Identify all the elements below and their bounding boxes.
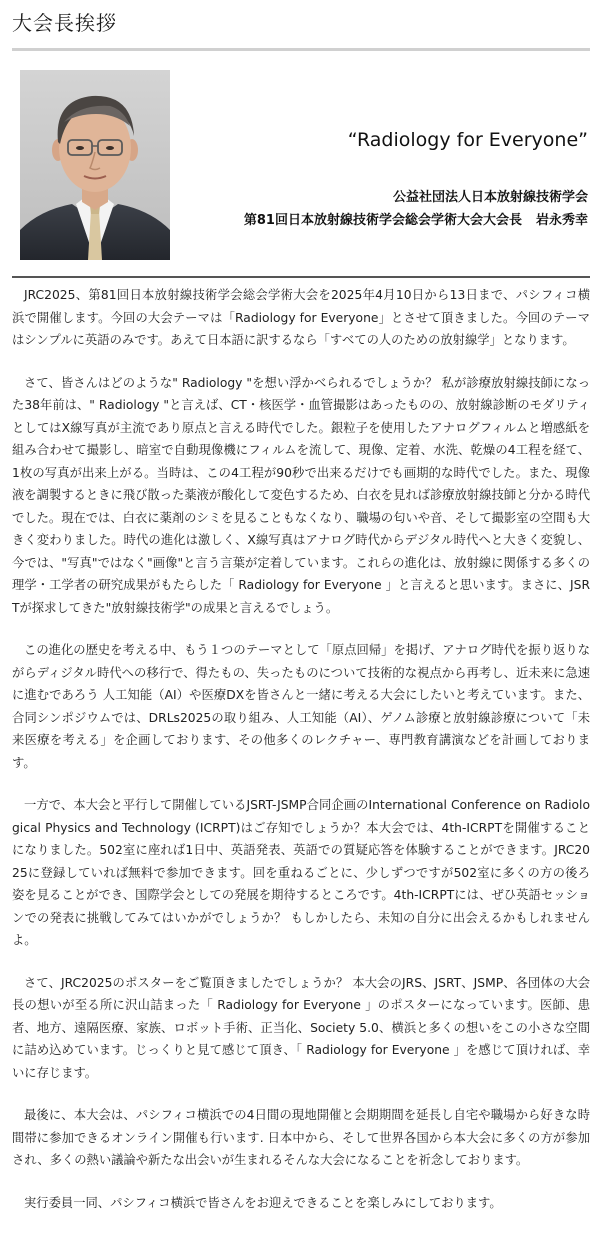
- paragraph: 最後に、本大会は、パシフィコ横浜での4日間の現地開催と会期期間を延長し自宅や職場から好きな時間帯に参加できるオンライン開催も行います. 日本中から、そして世界各国から本大会に多くの方が参加され、多くの熱い議論や新たな出会いが生まれるそんな大会になることを祈念しております。: [12, 1108, 590, 1167]
- president-name: 岩永秀幸: [535, 213, 588, 228]
- paragraph: さて、JRC2025のポスターをご覧頂きましたでしょうか？ 本大会のJRS、JSRT、JSMP、各団体の大会長の想いが至る所に沢山詰まった「 Radiology for Everyone 」のポスターになっています。医師、患者、地方、遠隔医療、家族、ロボット手術、正当化、Society 5.0、横浜と多くの想いをこの小さな空間に詰め込めています。じっくりと見て感じて頂き、「 Radiology for Everyone 」を感じて頂ければ、幸いに存じます。: [12, 975, 590, 1080]
- paragraph: 実行委員一同、パシフィコ横浜で皆さんをお迎えできることを楽しみにしております。: [24, 1195, 502, 1210]
- paragraph: この進化の歴史を考える中、もう１つのテーマとして「原点回帰」を掲げ、アナログ時代を振り返りながらディジタル時代への移行で、得たもの、失ったものについて技術的な視点から再考し、近未来に急速に進むであろう 人工知能（AI）や医療DXを皆さんと一緒に考える大会にしたいと考えています。また、合同シンポジウムでは、DRLs2025の取り組み、人工知能（AI）、ゲノム診療と放射線診療について「未来医療を考える」を企画しております、その他多くのレクチャー、専門教育講演などを計画しております。: [12, 643, 590, 770]
- president-photo: [20, 70, 170, 260]
- president-signature: [244, 209, 588, 232]
- title-divider: [12, 48, 590, 51]
- paragraph: 一方で、本大会と平行して開催しているJSRT-JSMP合同企画のInternational Conference on Radiological Physics and Technology (ICRPT)はご存知でしょうか？本大会では、4th-ICRPTを開催することになりました。502室に座れば1日中、英語発表、英語での質疑応答を体験することができます。JRC2025に登録していれば無料で参加できます。回を重ねるごとに、少しずつですが502室に多くの方の後ろ姿を見ることができ、国際学会としての発展を期待するところです。4th-ICRPTには、ぜひ英語セッションでの発表に挑戦してみてはいかがでしょうか？ もしかしたら、未知の自分に出会えるかもしれませんよ。: [12, 798, 590, 947]
- president-role: 第81回日本放射線技術学会総会学術大会大会長: [243, 213, 522, 228]
- paragraph: さて、皆さんはどのような" Radiology "を想い浮かべられるでしょうか？ 私が診療放射線技師になった38年前は、" Radiology "と言えば、CT・核医学・血管撮影はあったものの、放射線診断のモダリティとしてはX線写真が主流であり原点と言える時代でした。銀粒子を使用したアナログフィルムと増感紙を組み合わせて撮影し、暗室で自動現像機にフィルムを流して、現像、定着、水洗、乾燥の4工程を経て、1枚の写真が出来上がる。当時は、この4工程が90秒で出来るだけでも画期的な時代でした。また、現像液を調製するときに飛び散った薬液が酸化して変色するため、白衣を見れば診療放射線技師と分かる時代でした。現在では、白衣に薬剤のシミを見ることもなくなり、職場の匂いや音、そして撮影室の空間も大きく変わりました。時代の進化は激しく、X線写真はアナログ時代からデジタル時代へと大きく変貌し、今では、"写真"ではなく"画像"と言う言葉が定着しています。これらの進化は、放射線に関係する多くの理学・工学者の研究成果がもたらした「 Radiology for Everyone 」と言えると思います。まさに、JSRTが探求してきた"放射線技術学"の成果と言えるでしょう。: [12, 375, 590, 615]
- greeting-body: [12, 284, 590, 1234]
- page-title: 大会長挨拶: [12, 11, 117, 35]
- content-divider: [12, 276, 590, 278]
- paragraph: JRC2025、第81回日本放射線技術学会総会学術大会を2025年4月10日から13日まで、パシフィコ横浜で開催します。今回の大会テーマは「Radiology for Everyone」とさせて頂きました。今回のテーマはシンプルに英語のみです。あえて日本語に訳するなら「すべての人のための放射線学」となります。: [12, 288, 590, 347]
- organization-name: 公益社団法人日本放射線技術学会: [392, 190, 588, 205]
- conference-theme: “Radiology for Everyone”: [347, 129, 588, 151]
